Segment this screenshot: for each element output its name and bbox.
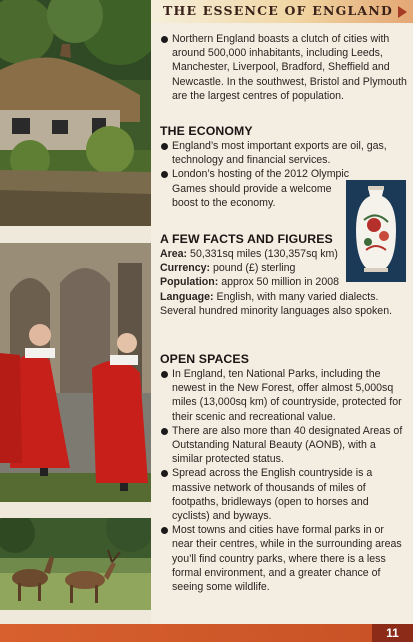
choristers-in-red-robes-photo <box>0 243 151 502</box>
main-text <box>160 32 408 594</box>
page-number: 11 <box>372 624 413 642</box>
fact-area-value: 50,331sq miles (130,357sq km) <box>190 248 338 260</box>
open-spaces-section <box>160 352 408 594</box>
fact-area-label: Area: <box>160 248 188 260</box>
economy-bullet: London’s hosting of the 2012 Olympic Games should provide a welcome boost to the economy. <box>160 167 350 210</box>
photo-column <box>0 0 151 624</box>
intro-bullet: Northern England boasts a clutch of cities with around 500,000 inhabitants, including Leeds, Manchester, Liverpool, Bradford, Sheffield and Newcastle. In the southwest, Bristol and Plymouth are the largest centres of population. <box>160 32 408 103</box>
fact-language <box>160 290 408 318</box>
footer-bar <box>0 624 372 642</box>
thatched-cottage-photo <box>0 0 151 226</box>
fact-population-label: Population: <box>160 276 219 289</box>
porcelain-vase-photo <box>346 180 406 282</box>
chapter-header <box>151 0 413 23</box>
deer-in-park-photo <box>0 518 151 610</box>
fact-language-value: English, with many varied dialects. Several hundred minority languages also spoken. <box>160 290 393 317</box>
open-spaces-bullet: Most towns and cities have formal parks in or near their centres, while in the surrounding areas you’ll find country parks, where there is a less formal environment, and a greater chance of seeing some wildlife. <box>160 523 408 594</box>
fact-area <box>160 247 338 261</box>
fact-language-label: Language: <box>160 290 214 303</box>
fact-population-value: approx 50 million in 2008 <box>221 276 340 289</box>
open-spaces-bullet: Spread across the English countryside is a massive network of thousands of miles of footpaths, bridleways (open to horses and cyclists) and byways. <box>160 466 408 523</box>
fact-currency-value: pound (£) sterling <box>213 262 296 275</box>
open-spaces-bullet: In England, ten National Parks, including the newest in the New Forest, offer almost 5,000sq miles (13,000sq km) of countryside, protected for their scenic and recreational value. <box>160 367 408 424</box>
fact-currency-label: Currency: <box>160 262 211 275</box>
arrow-right-icon <box>398 6 407 18</box>
economy-bullet: England’s most important exports are oil, gas, technology and financial services. <box>160 139 408 167</box>
open-spaces-heading: OPEN SPACES <box>160 352 250 366</box>
economy-heading: THE ECONOMY <box>160 124 253 138</box>
chapter-title: THE ESSENCE OF ENGLAND <box>163 3 393 18</box>
open-spaces-bullet: There are also more than 40 designated Areas of Outstanding Natural Beauty (AONB), with a similar protected status. <box>160 424 408 467</box>
facts-heading: A FEW FACTS AND FIGURES <box>160 232 333 246</box>
